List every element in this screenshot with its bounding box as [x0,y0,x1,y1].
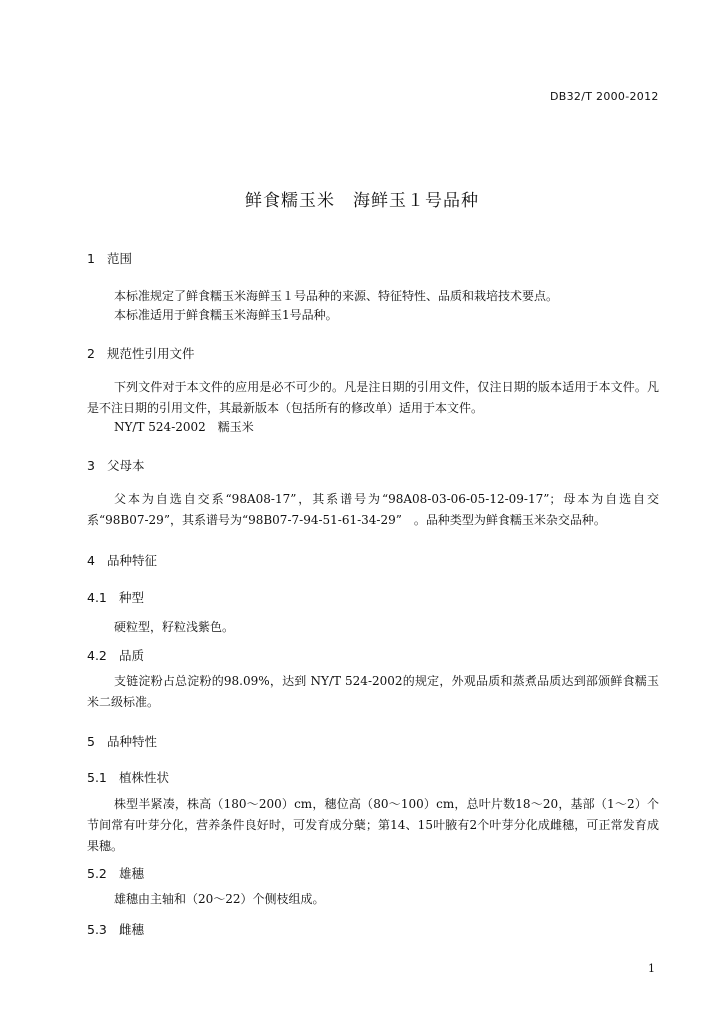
subsection-heading-4-1 [87,588,144,606]
subsection-title: 种型 [119,590,145,605]
subsection-number: 5.3 [87,922,107,937]
section-heading-3 [87,456,145,474]
section-title: 规范性引用文件 [107,346,195,361]
kernel-type-text: 硬粒型，籽粒浅紫色。 [114,620,235,634]
subsection-title: 品质 [119,648,145,663]
section-number: 4 [87,553,95,568]
section-heading-5 [87,732,157,750]
section-number: 2 [87,346,95,361]
section-number: 1 [87,251,95,266]
section-number: 5 [87,734,95,749]
subsection-heading-4-2 [87,646,144,664]
parent-lines-paragraph: 父本为自选自交系“98A08-17”，其系谱号为“98A08-03-06-05-12-09-17”；母本为自选自交系“98B07-29”，其系谱号为“98B07-7-94-51-61-34-29” 。品种类型为鲜食糯玉米杂交品种。 [87,492,659,527]
document-code: DB32/T 2000-2012 [550,90,659,103]
subsection-heading-5-2 [87,864,144,882]
reference-item: NY/T 524-2002 糯玉米 [114,420,254,434]
scope-line-1: 本标准规定了鲜食糯玉米海鲜玉１号品种的来源、特征特性、品质和栽培技术要点。 [114,289,559,303]
section-heading-1 [87,249,132,267]
subsection-number: 5.1 [87,770,107,785]
section-title: 品种特性 [107,734,158,749]
plant-traits-paragraph: 株型半紧凑，株高（180～200）cm，穗位高（80～100）cm，总叶片数18～20，基部（1～2）个节间常有叶芽分化，营养条件良好时，可发育成分蘖；第14、15叶腋有2个叶芽分化成雌穗，可正常发育成果穗。 [87,797,659,853]
section-heading-2 [87,344,195,362]
subsection-number: 5.2 [87,866,107,881]
subsection-heading-5-3 [87,920,144,938]
tassel-text: 雄穗由主轴和（20～22）个侧枝组成。 [114,892,325,906]
subsection-title: 雄穗 [119,866,145,881]
page-number: 1 [648,962,655,975]
section-title: 品种特征 [107,553,158,568]
subsection-heading-5-1 [87,768,169,786]
subsection-number: 4.1 [87,590,107,605]
section-title: 父母本 [107,458,145,473]
scope-line-2: 本标准适用于鲜食糯玉米海鲜玉1号品种。 [114,308,338,322]
subsection-title: 植株性状 [119,770,170,785]
section-heading-4 [87,551,157,569]
subsection-number: 4.2 [87,648,107,663]
normative-reference-paragraph: 下列文件对于本文件的应用是必不可少的。凡是注日期的引用文件，仅注日期的版本适用于本文件。凡是不注日期的引用文件，其最新版本（包括所有的修改单）适用于本文件。 [87,380,659,415]
document-title: 鲜食糯玉米 海鲜玉１号品种 [245,191,479,211]
section-title: 范围 [107,251,133,266]
quality-paragraph: 支链淀粉占总淀粉的98.09%，达到 NY/T 524-2002的规定，外观品质和蒸煮品质达到部颁鲜食糯玉米二级标准。 [87,674,659,709]
section-number: 3 [87,458,95,473]
subsection-title: 雌穗 [119,922,145,937]
